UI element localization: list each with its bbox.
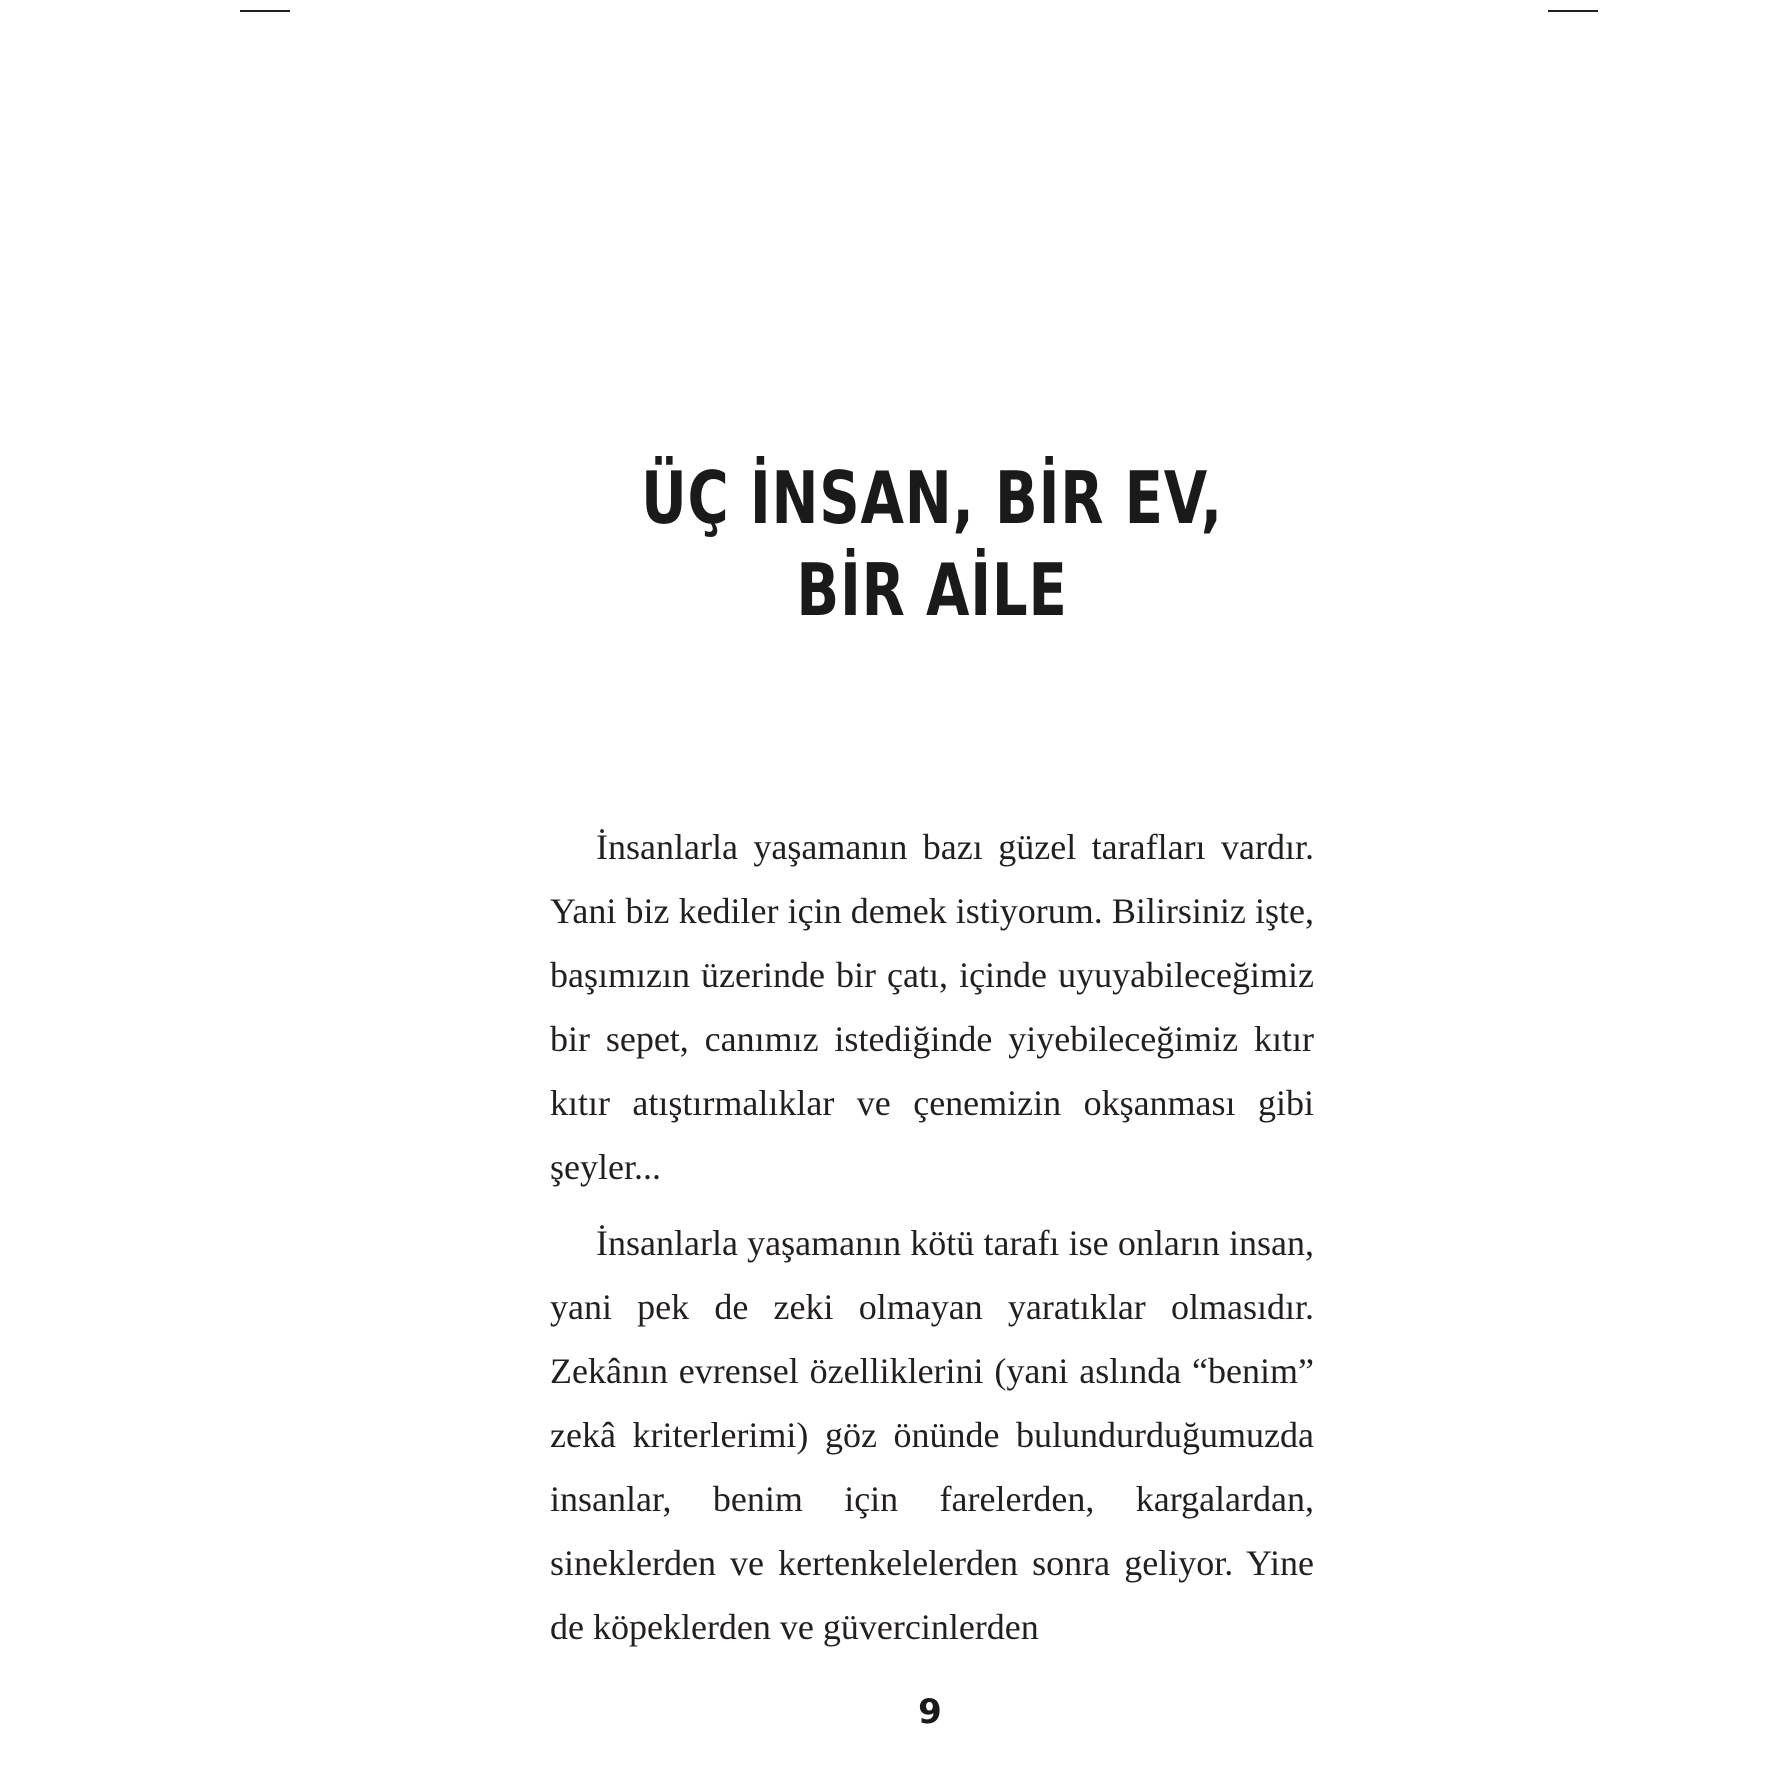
paragraph-1: İnsanlarla yaşamanın bazı güzel tarafları vardır. Yani biz kediler için demek istiyorum. Bilirsiniz işte, başımızın üzerinde bir çatı, içinde uyuyabileceğimiz bir sepet, canımız istediğinde yiyebileceğimiz kıtır kıtır atıştırmalıklar ve çenemizin okşanması gibi şeyler... [550, 827, 1314, 1187]
paragraph-2: İnsanlarla yaşamanın kötü tarafı ise onların insan, yani pek de zeki olmayan yaratıklar olmasıdır. Zekânın evrensel özelliklerini (yani aslında “benim” zekâ kriterlerimi) göz önünde bulundurduğumuzda insanlar, benim için farelerden, kargalardan, sineklerden ve kertenkelelerden sonra geliyor. Yine de köpeklerden ve güvercinlerden [550, 1223, 1314, 1647]
page-number: 9 [918, 1692, 942, 1732]
crop-mark-right [1548, 10, 1598, 12]
crop-mark-left [240, 10, 290, 12]
chapter-title-line-2: BİR AİLE [796, 548, 1068, 632]
chapter-title-line-1: ÜÇ İNSAN, BİR EV, [641, 456, 1223, 540]
chapter-title [634, 452, 1230, 636]
body-text [550, 815, 1314, 1671]
